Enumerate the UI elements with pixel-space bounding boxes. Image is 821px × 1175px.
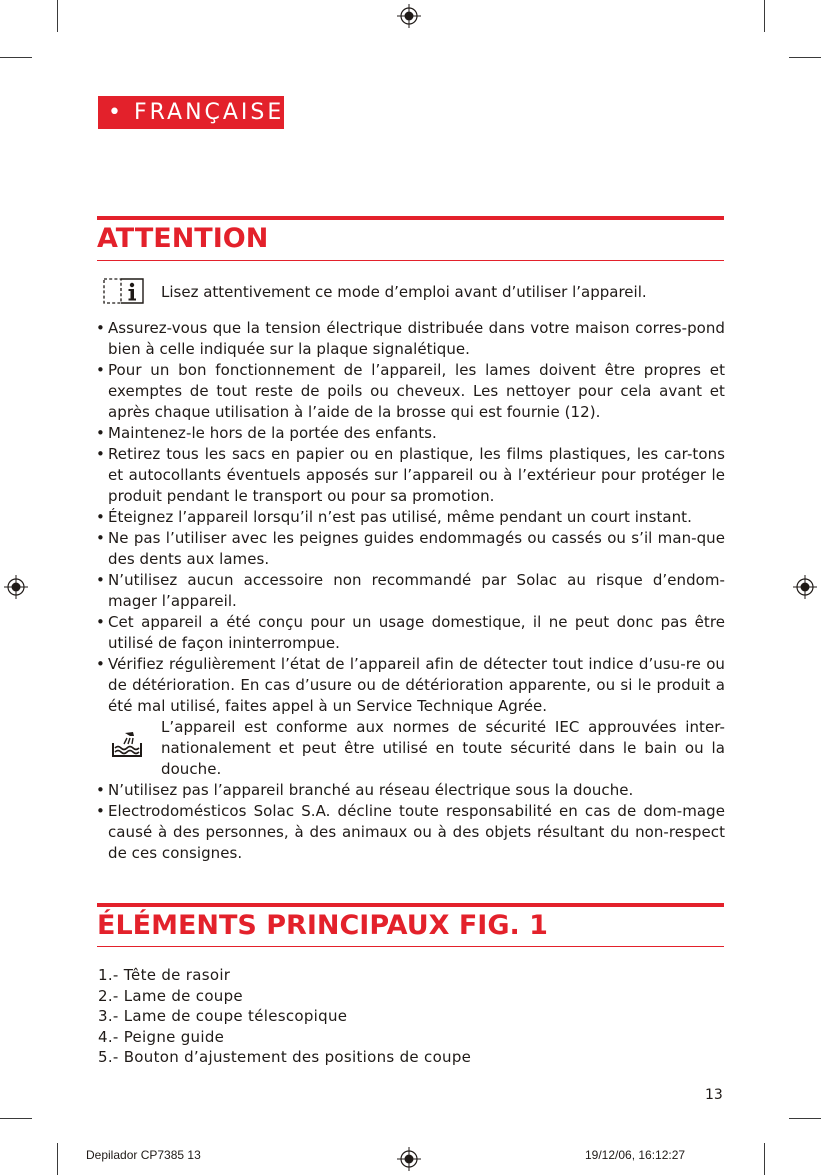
language-tag: • FRANÇAISE: [98, 96, 284, 129]
section-rule-bottom: [97, 260, 724, 261]
list-item: • Assurez-vous que la tension électrique distribuée dans votre maison corres-pond bien à celle indiquée sur la plaque signalétique.: [95, 318, 725, 360]
bath-note-text: L’appareil est conforme aux normes de sécurité IEC approuvées inter-nationalement et peut être utilisé en toute sécurité dans le bain ou la douche.: [161, 718, 725, 778]
page-number: 13: [705, 1087, 723, 1103]
crop-mark: [764, 1143, 765, 1175]
crop-mark: [0, 57, 32, 58]
list-item: • Vérifiez régulièrement l’état de l’appareil afin de détecter tout indice d’usu-re ou de détérioration. En cas d’usure ou de détérioration apparente, ou si le produit a été mal utilisé, faites appel à un Service Technique Agrée.: [95, 654, 725, 717]
safety-list: [95, 318, 725, 864]
print-slug-left: Depilador CP7385 13: [86, 1148, 201, 1162]
registration-mark-icon: [4, 575, 28, 599]
list-item: • Electrodomésticos Solac S.A. décline toute responsabilité en cas de dom-mage causé à des personnes, à des animaux ou à des objets résultant du non-respect de ces consignes.: [95, 801, 725, 864]
section-rule-top: [97, 903, 724, 907]
crop-mark: [764, 0, 765, 32]
intro-text: Lisez attentivement ce mode d’emploi avant d’utiliser l’appareil.: [161, 283, 647, 301]
list-item: • Pour un bon fonctionnement de l’appareil, les lames doivent être propres et exemptes de tout reste de poils ou cheveux. Les nettoyer pour cela avant et après chaque utilisation à l’aide de la brosse qui est fournie (12).: [95, 360, 725, 423]
parts-list-item: 2.- Lame de coupe: [98, 986, 243, 1005]
shower-bath-icon: [109, 729, 145, 761]
parts-list-item: 4.- Peigne guide: [98, 1027, 225, 1046]
crop-mark: [789, 57, 821, 58]
parts-list: [98, 965, 471, 1068]
registration-mark-icon: [397, 4, 421, 28]
crop-mark: [0, 1118, 32, 1119]
registration-mark-icon: [793, 575, 817, 599]
crop-mark: [57, 1143, 58, 1175]
list-item: • N’utilisez pas l’appareil branché au réseau électrique sous la douche.: [95, 780, 725, 801]
parts-list-item: 5.- Bouton d’ajustement des positions de coupe: [98, 1048, 472, 1066]
main-parts-title: ÉLÉMENTS PRINCIPAUX FIG. 1: [97, 910, 548, 941]
parts-list-item: 1.- Tête de rasoir: [98, 966, 231, 984]
crop-mark: [789, 1118, 821, 1119]
list-item: • N’utilisez aucun accessoire non recommandé par Solac au risque d’endom-mager l’appareil.: [95, 570, 725, 612]
parts-list-item: 3.- Lame de coupe télescopique: [98, 1007, 348, 1025]
list-item: • Maintenez-le hors de la portée des enfants.: [95, 423, 725, 444]
list-item: • Cet appareil a été conçu pour un usage domestique, il ne peut donc pas être utilisé de façon ininterrompue.: [95, 612, 725, 654]
list-item: • Éteignez l’appareil lorsqu’il n’est pas utilisé, même pendant un court instant.: [95, 507, 725, 528]
section-rule-bottom: [97, 946, 724, 947]
list-item: • Ne pas l’utiliser avec les peignes guides endommagés ou cassés ou s’il man-que des dents aux lames.: [95, 528, 725, 570]
section-rule-top: [97, 216, 724, 220]
info-book-icon: [101, 276, 146, 306]
registration-mark-icon: [397, 1147, 421, 1171]
list-item: • Retirez tous les sacs en papier ou en plastique, les films plastiques, les car-tons et autocollants éventuels apposés sur l’appareil ou à l’extérieur pour protéger le produit pendant le transport ou pour sa promotion.: [95, 444, 725, 507]
print-slug-right: 19/12/06, 16:12:27: [585, 1148, 686, 1162]
crop-mark: [57, 0, 58, 32]
attention-title: ATTENTION: [97, 223, 269, 254]
bath-note: [95, 717, 725, 780]
